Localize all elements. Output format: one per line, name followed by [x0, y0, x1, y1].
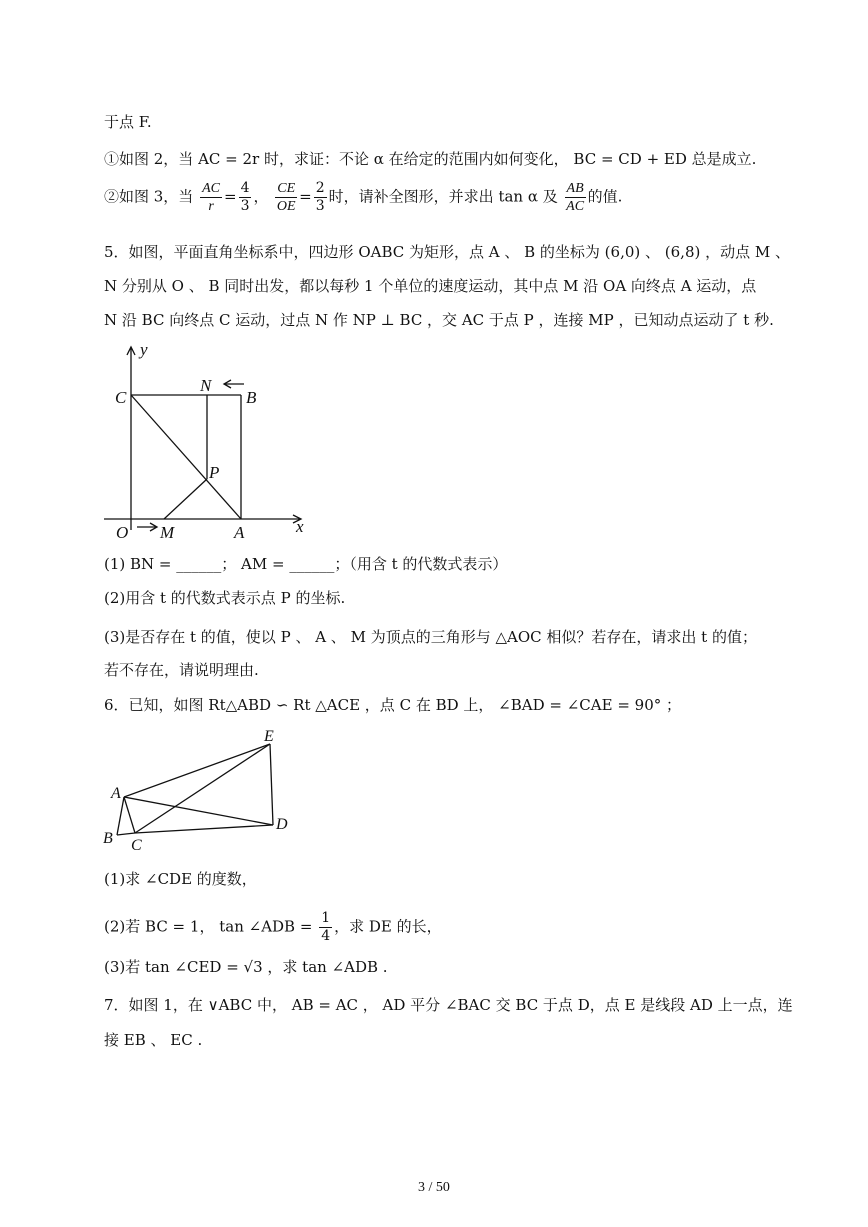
q6-part-1: (1)求 ∠CDE 的度数，	[104, 870, 257, 888]
label-a: A	[234, 523, 245, 542]
q5-part-3: (3)是否存在 t 的值，使以 P 、 A 、 M 为顶点的三角形与 △AOC 相似？若存在，请求出 t 的值；	[104, 628, 757, 646]
line-2: ①如图 2，当 AC = 2r 时，求证：不论 α 在给定的范围内如何变化， BC = CD + ED 总是成立.	[104, 150, 757, 168]
q5-part-1: (1) BN = ______； AM = ______；（用含 t 的代数式表示）	[104, 555, 508, 573]
page-number: 3 / 50	[418, 1180, 450, 1195]
frac-num: 1	[321, 910, 331, 926]
frac-den: AC	[566, 199, 585, 214]
frac-den: 4	[321, 928, 331, 944]
label-m: M	[160, 523, 175, 542]
label-e: E	[264, 728, 274, 745]
figure-rectangle-oabc	[100, 340, 310, 545]
q6-part-2	[104, 910, 442, 945]
frac-num: AC	[202, 181, 220, 196]
frac-num: 4	[240, 180, 250, 196]
figure-triangles-abd-ace	[100, 725, 300, 855]
q5-part-4: 若不存在，请说明理由.	[104, 661, 259, 679]
q7-line-a: 7．如图 1，在 ∨ABC 中， AB = AC ， AD 平分 ∠BAC 交 BC 于点 D，点 E 是线段 AD 上一点，连	[104, 996, 793, 1014]
label-n: N	[200, 376, 212, 395]
label-x: x	[296, 517, 304, 536]
fraction-4-3	[239, 180, 252, 215]
label-o: O	[116, 523, 129, 542]
q6-part-3: (3)若 tan ∠CED = √3 ，求 tan ∠ADB .	[104, 958, 388, 976]
label-d: D	[276, 816, 288, 833]
q5-line-a: 5．如图，平面直角坐标系中，四边形 OABC 为矩形，点 A 、 B 的坐标为 (6,0) 、 (6,8) ，动点 M 、	[104, 243, 791, 261]
frac-num: AB	[566, 181, 584, 196]
q6-part-2-c: ，求 DE 的长，	[334, 917, 442, 936]
label-y: y	[140, 340, 148, 359]
line-1: 于点 F.	[104, 113, 152, 131]
q5-part-2: (2)用含 t 的代数式表示点 P 的坐标.	[104, 589, 346, 607]
fraction-ce-oe	[275, 180, 297, 215]
fraction-1-4	[319, 910, 332, 945]
fraction-ac-r	[200, 180, 222, 215]
q7-line-b: 接 EB 、 EC .	[104, 1031, 203, 1049]
line-3-text-d: 的值.	[587, 187, 623, 206]
frac-den: OE	[276, 199, 296, 214]
line-3	[104, 180, 622, 215]
eq-sign: =	[223, 187, 237, 206]
q5-line-c: N 沿 BC 向终点 C 运动，过点 N 作 NP ⊥ BC ，交 AC 于点 P ，连接 MP ，已知动点运动了 t 秒.	[104, 311, 774, 329]
q6-line: 6．已知，如图 Rt△ABD ∽ Rt △ACE ，点 C 在 BD 上， ∠BAD = ∠CAE = 90° ；	[104, 696, 682, 714]
line-3-text-b: ，	[253, 187, 269, 206]
label-b: B	[246, 388, 257, 407]
label-c: C	[131, 837, 142, 854]
fraction-ab-ac	[565, 180, 586, 215]
label-c: C	[115, 388, 127, 407]
line-3-text-c: 时，请补全图形，并求出 tan α 及	[328, 187, 558, 206]
frac-den: 3	[315, 198, 325, 214]
q6-part-2-a: (2)若 BC = 1，	[104, 917, 215, 936]
line-3-text-a: ②如图 3，当	[104, 187, 194, 206]
frac-num: 2	[315, 180, 325, 196]
fraction-2-3	[314, 180, 327, 215]
label-p: P	[209, 463, 220, 482]
eq-sign: =	[299, 187, 312, 206]
label-a: A	[111, 785, 121, 802]
q6-part-2-b: tan ∠ADB =	[219, 917, 313, 936]
frac-den: 3	[240, 198, 250, 214]
frac-num: CE	[277, 181, 296, 196]
label-b: B	[103, 830, 113, 847]
q5-line-b: N 分别从 O 、 B 同时出发，都以每秒 1 个单位的速度运动，其中点 M 沿 OA 向终点 A 运动，点	[104, 277, 757, 295]
frac-den: r	[208, 199, 214, 214]
